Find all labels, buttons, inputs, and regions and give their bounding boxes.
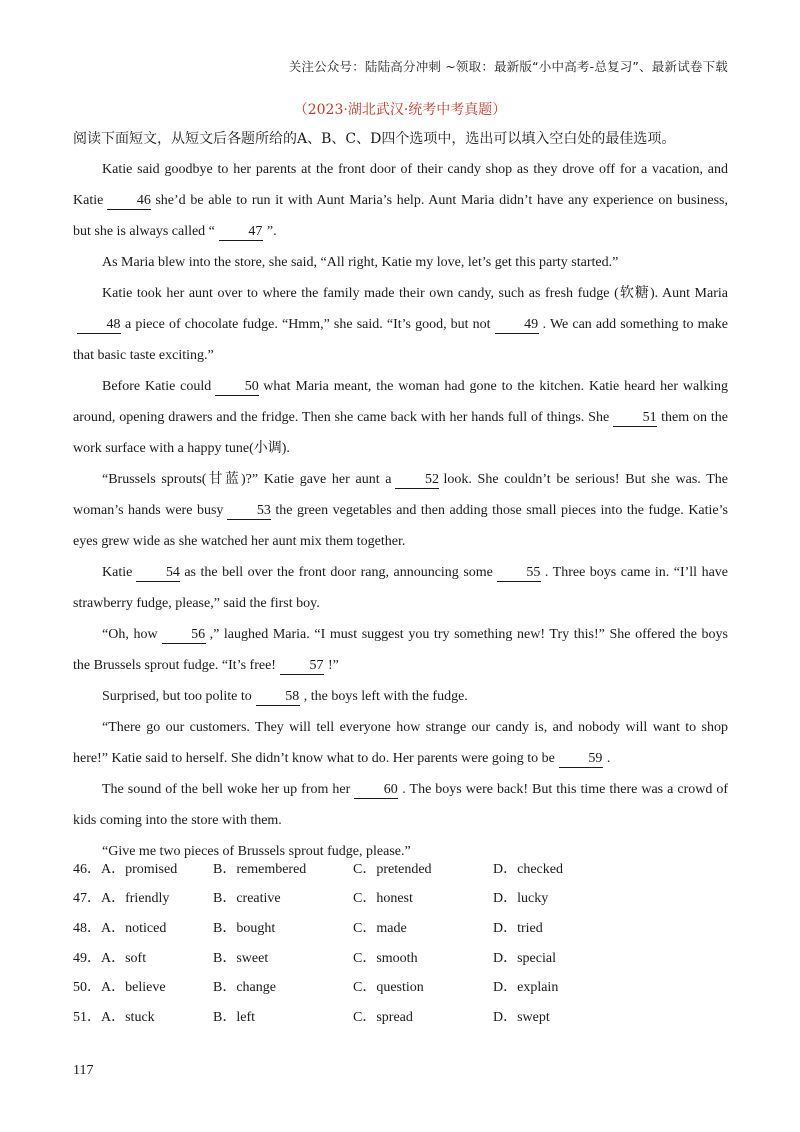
question-number: 49． (73, 950, 101, 966)
paragraph-4 (73, 371, 728, 464)
paragraph-1 (73, 154, 728, 247)
paragraph-3 (73, 278, 728, 371)
text: “Brussels sprouts(甘蓝)?” Katie gave her aunt a (102, 472, 392, 487)
option-d: D．checked (493, 861, 563, 877)
option-row (73, 1001, 733, 1031)
option-row (73, 942, 733, 972)
text: . (606, 751, 611, 766)
text: . We can add something to make that basic taste exciting.” (73, 317, 728, 363)
blank-57: 57 (280, 657, 324, 675)
text: a piece of chocolate fudge. “Hmm,” she said. “It’s good, but not (125, 317, 491, 332)
paragraph-8 (73, 681, 728, 712)
question-number: 50． (73, 980, 101, 996)
blank-47: 47 (219, 223, 263, 241)
paragraph-2 (73, 247, 728, 278)
question-number: 46． (73, 861, 101, 877)
text: them on the work surface with a happy tune(小调). (73, 410, 728, 456)
text: , the boys left with the fudge. (303, 689, 468, 704)
option-a: A．noticed (101, 920, 167, 936)
text: !” (327, 658, 339, 673)
instruction: 阅读下面短文，从短文后各题所给的A、B、C、D四个选项中，选出可以填入空白处的最佳选项。 (73, 131, 676, 147)
option-b: B．change (213, 980, 276, 996)
blank-56: 56 (162, 626, 206, 644)
option-c: C．smooth (353, 950, 418, 966)
blank-59: 59 (559, 750, 603, 768)
option-c: C．pretended (353, 861, 432, 877)
question-number: 48． (73, 920, 101, 936)
paragraph-9 (73, 712, 728, 774)
option-row (73, 971, 733, 1001)
text: . The boys were back! But this time there was a crowd of kids coming into the store with them. (73, 782, 729, 828)
option-a: A．friendly (101, 891, 170, 907)
blank-51: 51 (613, 409, 657, 427)
text: the green vegetables and then adding those small pieces into the fudge. Katie’s eyes grew wide as she watched her aunt mix them together. (73, 503, 728, 549)
blank-50: 50 (215, 378, 259, 396)
blank-48: 48 (77, 316, 121, 334)
blank-54: 54 (136, 564, 180, 582)
text: what Maria meant, the woman had gone to the kitchen. Katie heard her walking around, opening drawers and the fridge. Then she came back with her hands full of things. She (73, 379, 729, 425)
option-row (73, 912, 733, 942)
option-b: B．creative (213, 891, 281, 907)
option-c: C．question (353, 980, 424, 996)
header-note: 关注公众号：陆陆高分冲刺 ~领取：最新版“小中高考-总复习”、最新试卷下载 (288, 59, 728, 74)
text: Katie took her aunt over to where the family made their own candy, such as fresh fudge (软糖). Aunt Maria (102, 286, 728, 301)
option-c: C．made (353, 920, 407, 936)
option-d: D．explain (493, 980, 559, 996)
option-b: B．bought (213, 920, 276, 936)
blank-52: 52 (395, 471, 439, 489)
paragraph-5 (73, 464, 728, 557)
option-d: D．tried (493, 920, 543, 936)
question-number: 51． (73, 1009, 101, 1025)
question-number: 47． (73, 891, 101, 907)
blank-55: 55 (497, 564, 541, 582)
option-a: A．promised (101, 861, 178, 877)
paragraph-7 (73, 619, 728, 681)
blank-53: 53 (227, 502, 271, 520)
text: As Maria blew into the store, she said, “All right, Katie my love, let’s get this party started.” (102, 255, 619, 270)
paragraph-10 (73, 774, 728, 836)
answer-options (73, 853, 733, 1031)
option-row (73, 883, 733, 913)
text: she’d be able to run it with Aunt Maria’s help. Aunt Maria didn’t have any experience on business, but she is always called “ (73, 193, 728, 239)
option-d: D．lucky (493, 891, 549, 907)
option-row (73, 853, 733, 883)
paragraph-6 (73, 557, 728, 619)
text: “Give me two pieces of Brussels sprout fudge, please.” (102, 844, 411, 859)
blank-60: 60 (354, 781, 398, 799)
text: Surprised, but too polite to (102, 689, 252, 704)
blank-46: 46 (107, 192, 151, 210)
option-b: B．left (213, 1009, 255, 1025)
option-d: D．special (493, 950, 556, 966)
option-a: A．soft (101, 950, 147, 966)
option-c: C．honest (353, 891, 413, 907)
text: Katie said goodbye to her parents at the front door of their candy shop as they drove off for a vacation, and Katie (73, 162, 728, 208)
text: “Oh, how (102, 627, 158, 642)
page-number: 117 (73, 1063, 94, 1078)
option-a: A．believe (101, 980, 166, 996)
blank-49: 49 (495, 316, 539, 334)
text: “There go our customers. They will tell everyone how strange our candy is, and nobody will want to shop here!” Katie said to herself. She didn’t know what to do. Her parents were going to be (73, 720, 728, 766)
blank-58: 58 (256, 688, 300, 706)
option-d: D．swept (493, 1009, 550, 1025)
text: as the bell over the front door rang, announcing some (184, 565, 493, 580)
passage (73, 154, 728, 867)
text: . Three boys came in. “I’ll have strawberry fudge, please,” said the first boy. (73, 565, 728, 611)
option-c: C．spread (353, 1009, 413, 1025)
text: Katie (102, 565, 133, 580)
option-b: B．remembered (213, 861, 307, 877)
text: The sound of the bell woke her up from her (102, 782, 351, 797)
text: ”. (266, 224, 277, 239)
question-source: （2023·湖北武汉·统考中考真题） (293, 102, 507, 118)
text: Before Katie could (102, 379, 212, 394)
option-b: B．sweet (213, 950, 269, 966)
option-a: A．stuck (101, 1009, 155, 1025)
text: ,” laughed Maria. “I must suggest you try something new! Try this!” She offered the boys the Brussels sprout fudge. “It’s free! (73, 627, 729, 673)
text: look. She couldn’t be serious! But she was. The woman’s hands were busy (73, 472, 728, 518)
